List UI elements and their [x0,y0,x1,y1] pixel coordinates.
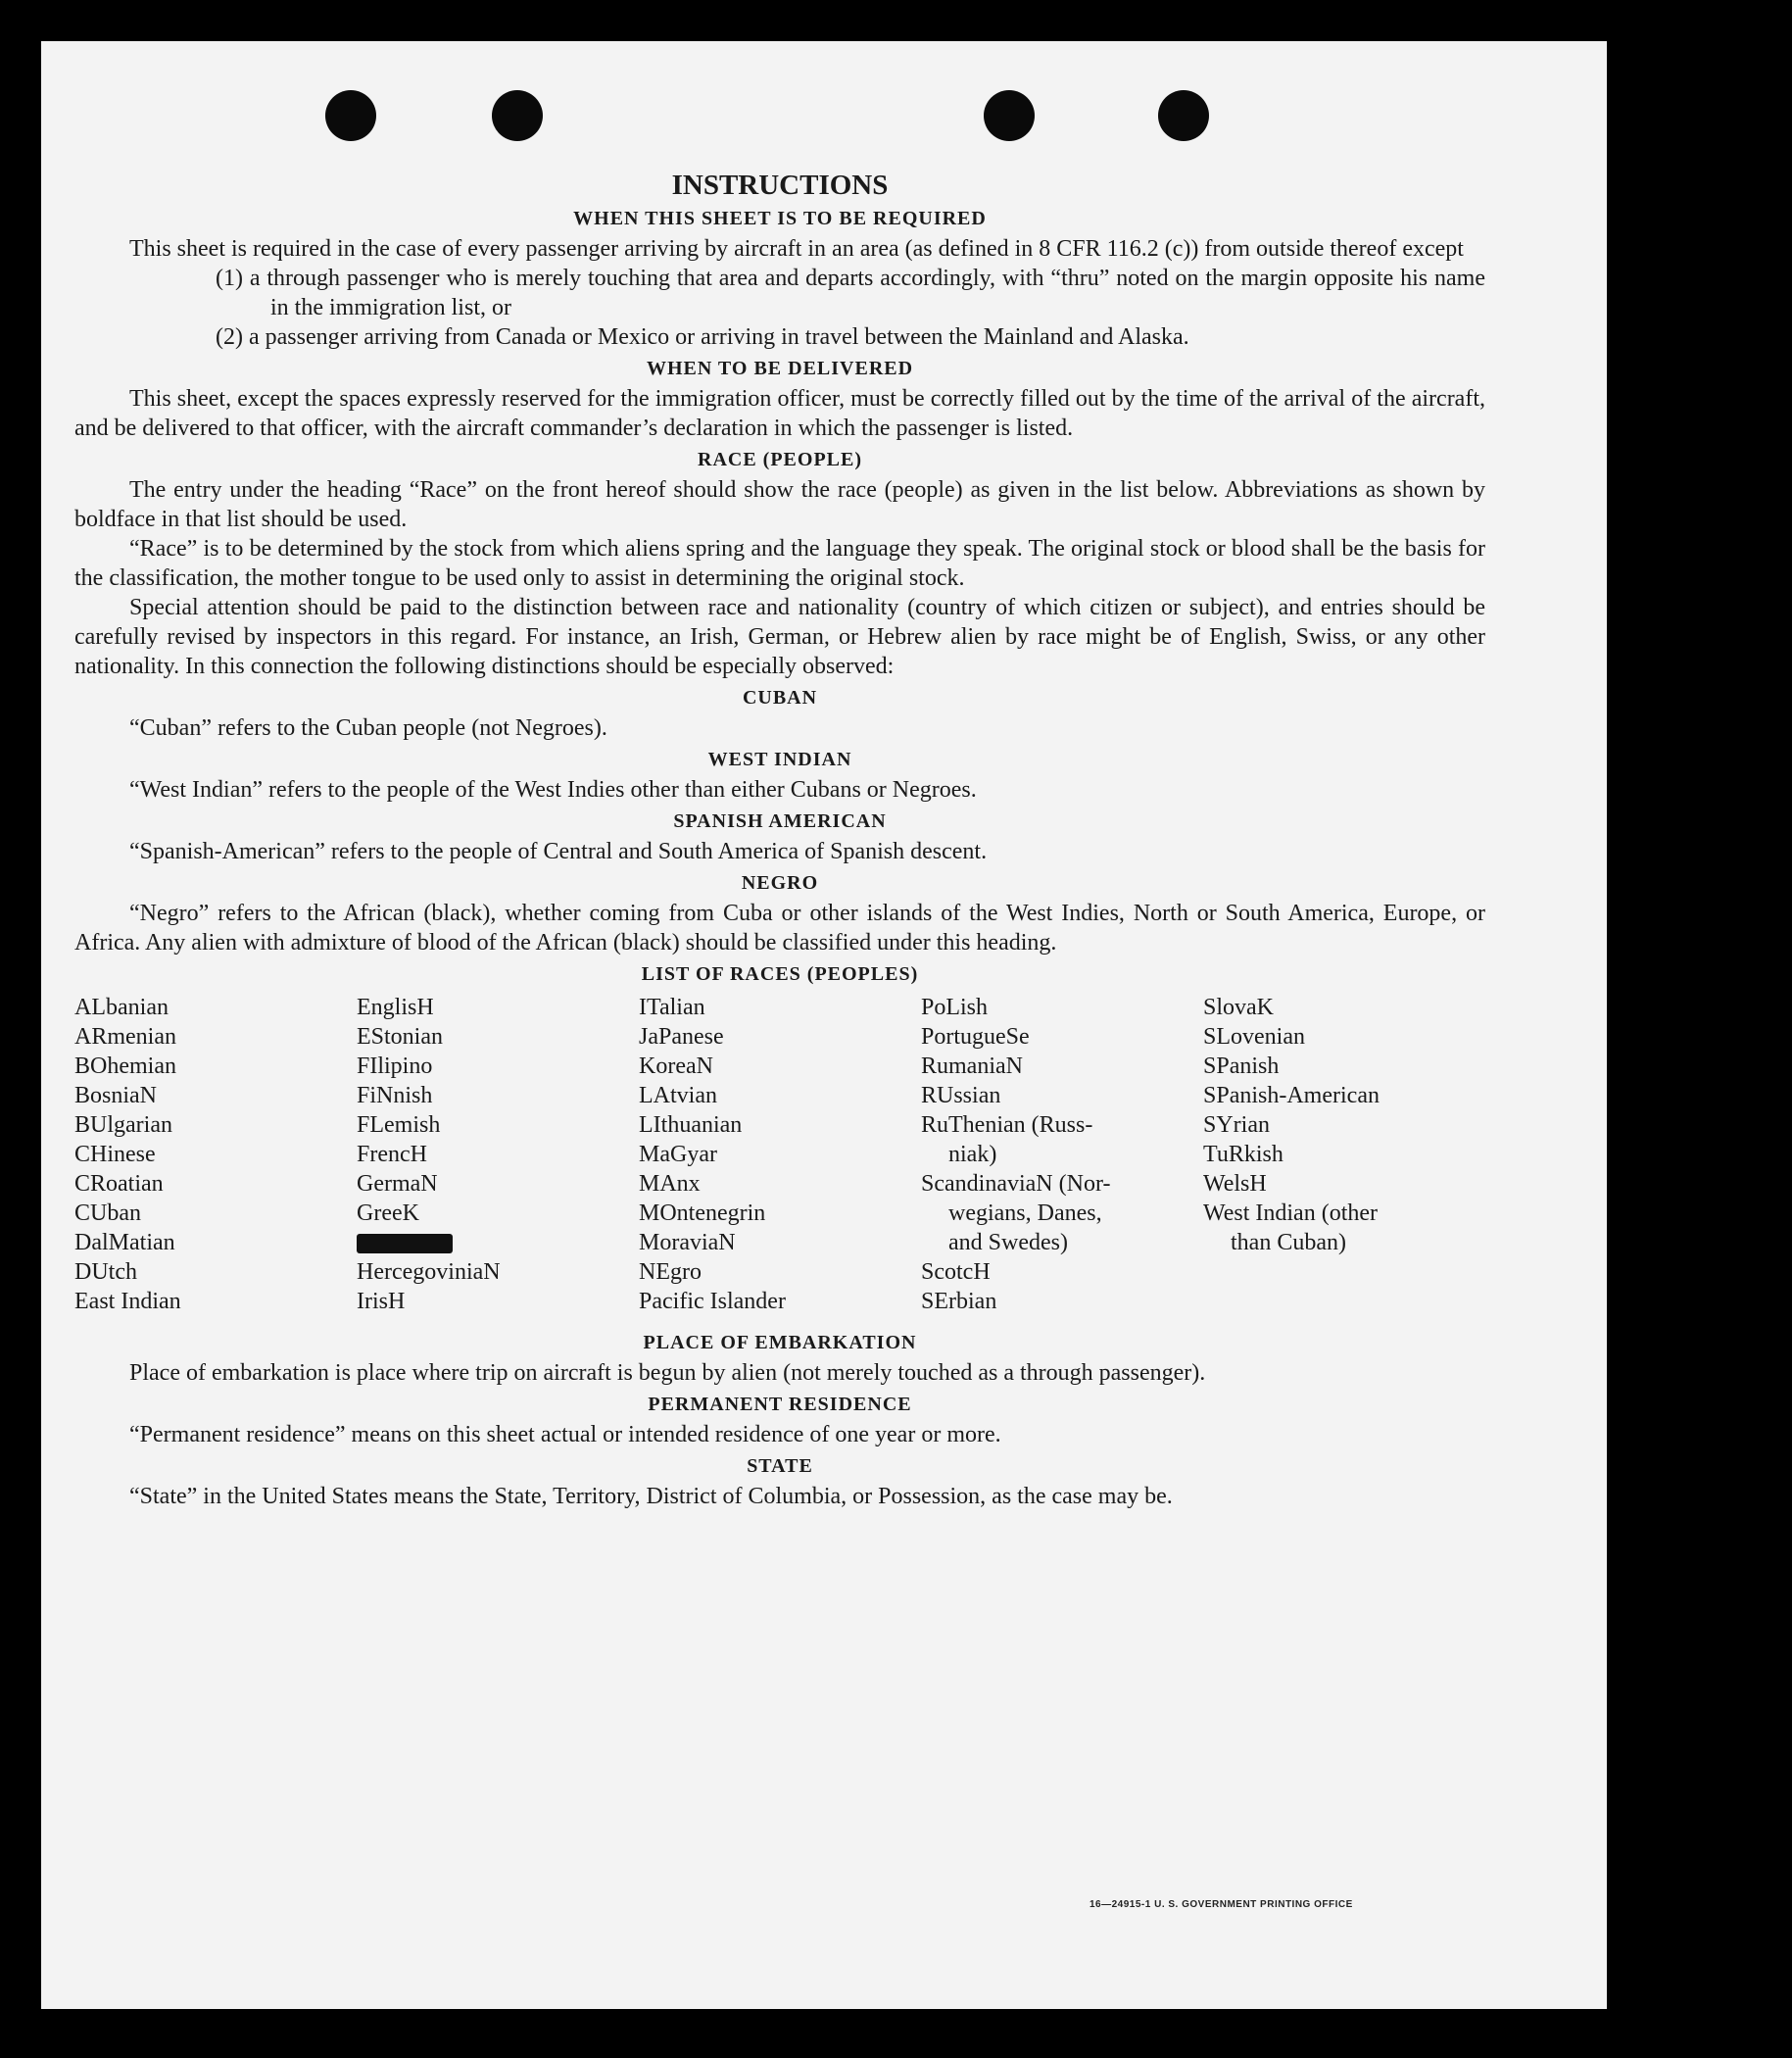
heading-negro: NEGRO [741,872,819,894]
race-entry: MoraviaN [639,1230,736,1255]
heading-when-delivered: WHEN TO BE DELIVERED [646,358,914,379]
embarkation-text: Place of embarkation is place where trip on aircraft is begun by alien (not merely touched as a through passenger). [129,1360,1206,1386]
race-entry-continuation: niak) [948,1142,997,1167]
negro-text: “Negro” refers to the African (black), whether coming from Cuba or other islands of the West Indies, North or South America, Europe, or Africa. Any alien with admixture of blood of the African (black) should be classified under this heading. [74,901,1485,956]
race-paragraph-3: Special attention should be paid to the distinction between race and nationality (country of which citizen or subject), and entries should be carefully revised by inspectors in this regard. For instance, an Irish, German, or Hebrew alien by race might be of English, Swiss, or any other nationality. In this connection the following distinctions should be especially observed: [74,595,1485,679]
cuban-text: “Cuban” refers to the Cuban people (not Negroes). [129,715,607,741]
heading-when-required: WHEN THIS SHEET IS TO BE REQUIRED [573,208,987,229]
race-entry: FLemish [357,1112,441,1138]
race-entry: DalMatian [74,1230,175,1255]
race-entry: ALbanian [74,995,169,1020]
west-indian-text: “West Indian” refers to the people of the West Indies other than either Cubans or Negroes. [129,777,977,803]
race-entry: CUban [74,1200,141,1226]
race-entry: NEgro [639,1259,702,1285]
race-entry-continuation: than Cuban) [1231,1230,1346,1255]
race-entry: FiNnish [357,1083,433,1108]
heading-list-of-races: LIST OF RACES (PEOPLES) [641,963,919,985]
residence-text: “Permanent residence” means on this sheet actual or intended residence of one year or more. [129,1422,1001,1447]
heading-race: RACE (PEOPLE) [698,449,862,470]
races-column-5 [1203,993,1468,1257]
race-entry: MaGyar [639,1142,717,1167]
race-entry: PoLish [921,995,989,1020]
punch-hole [1158,90,1209,141]
race-entry: SlovaK [1203,995,1274,1020]
race-entry: SPanish-American [1203,1083,1380,1108]
race-entry: SPanish [1203,1054,1280,1079]
heading-spanish-american: SPANISH AMERICAN [673,810,887,832]
punch-hole [984,90,1035,141]
exception-item-2: (2) a passenger arriving from Canada or Mexico or arriving in travel between the Mainland and Alaska. [216,324,1189,350]
race-entry: BUlgarian [74,1112,172,1138]
page-title: INSTRUCTIONS [671,170,889,201]
race-entry-continuation: wegians, Danes, [948,1200,1102,1226]
heading-west-indian: WEST INDIAN [707,749,852,770]
race-entry: SYrian [1203,1112,1270,1138]
race-entry: FrencH [357,1142,427,1167]
race-entry: RuThenian (Russ- [921,1112,1093,1138]
spanish-american-text: “Spanish-American” refers to the people of Central and South America of Spanish descent. [129,839,988,864]
race-entry: Pacific Islander [639,1289,786,1314]
race-entry: HercegoviniaN [357,1259,501,1285]
race-entry: DUtch [74,1259,137,1285]
race-entry-continuation: and Swedes) [948,1230,1068,1255]
race-entry: LAtvian [639,1083,717,1108]
race-entry: ARmenian [74,1024,176,1050]
race-entry: EnglisH [357,995,434,1020]
race-entry: PortugueSe [921,1024,1030,1050]
race-entry: IrisH [357,1289,406,1314]
race-entry: FIlipino [357,1054,433,1079]
heading-embarkation: PLACE OF EMBARKATION [643,1332,917,1353]
race-entry: BOhemian [74,1054,176,1079]
race-entry: GreeK [357,1200,419,1226]
race-entry: CRoatian [74,1171,164,1197]
heading-state: STATE [747,1455,813,1477]
races-column-3 [639,993,903,1316]
race-entry: MOntenegrin [639,1200,766,1226]
race-entry: JaPanese [639,1024,724,1050]
when-delivered-text: This sheet, except the spaces expressly reserved for the immigration officer, must be correctly filled out by the time of the arrival of the aircraft, and be delivered to that officer, with the aircraft commander’s declaration in which the passenger is listed. [74,386,1485,441]
race-entry: ITalian [639,995,705,1020]
races-list [74,993,1485,1326]
races-column-2 [357,993,621,1316]
race-entry: SLovenian [1203,1024,1305,1050]
race-entry: BosniaN [74,1083,157,1108]
race-entry: LIthuanian [639,1112,743,1138]
race-entry: MAnx [639,1171,701,1197]
state-text: “State” in the United States means the State, Territory, District of Columbia, or Possession, as the case may be. [129,1484,1173,1509]
race-paragraph-1: The entry under the heading “Race” on the front hereof should show the race (people) as given in the list below. Abbreviations as shown by boldface in that list should be used. [74,477,1485,532]
document-page [41,41,1607,2009]
race-paragraph-2: “Race” is to be determined by the stock from which aliens spring and the language they speak. The original stock or blood shall be the basis for the classification, the mother tongue to be used only to assist in determining the original stock. [74,536,1485,591]
race-entry: GermaN [357,1171,438,1197]
race-entry: CHinese [74,1142,156,1167]
race-entry: TuRkish [1203,1142,1283,1167]
race-entry: SErbian [921,1289,997,1314]
race-entry: RUssian [921,1083,1001,1108]
heading-cuban: CUBAN [742,687,818,709]
race-entry: East Indian [74,1289,181,1314]
heading-permanent-residence: PERMANENT RESIDENCE [648,1394,912,1415]
races-column-1 [74,993,339,1316]
race-entry: KoreaN [639,1054,713,1079]
ink-smudge [357,1234,453,1253]
race-entry: West Indian (other [1203,1200,1379,1226]
punch-hole [325,90,376,141]
when-required-intro: This sheet is required in the case of every passenger arriving by aircraft in an area (as defined in 8 CFR 116.2 (c)) from outside thereof except [129,236,1464,262]
race-entry: ScandinaviaN (Nor- [921,1171,1111,1197]
race-entry: EStonian [357,1024,443,1050]
punch-hole [492,90,543,141]
race-entry: RumaniaN [921,1054,1023,1079]
race-entry-redacted [357,1228,621,1257]
race-entry: ScotcH [921,1259,991,1285]
printer-imprint: 16—24915-1 U. S. GOVERNMENT PRINTING OFFICE [1090,1899,1353,1910]
exception-item-1: (1) a through passenger who is merely touching that area and departs accordingly, with “thru” noted on the margin opposite his name in the immigration list, or [216,266,1485,320]
races-column-4 [921,993,1186,1316]
instructions-content [74,169,1485,1511]
race-entry: WelsH [1203,1171,1267,1197]
